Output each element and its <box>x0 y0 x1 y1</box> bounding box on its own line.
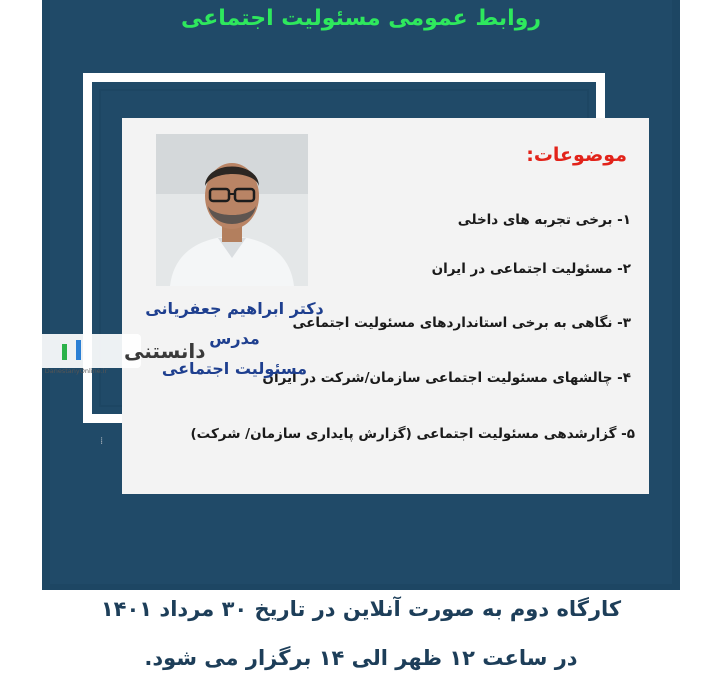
watermark-logo-text: دانستنی <box>124 339 206 363</box>
topic-item-2: ۲- مسئولیت اجتماعی در ایران <box>431 261 631 277</box>
topic-item-5: ۵- گزارشدهی مسئولیت اجتماعی (گزارش پایداری سازمان/ شرکت) <box>190 426 635 442</box>
topic-item-4: ۴- چالشهای مسئولیت اجتماعی سازمان/شرکت در ایران <box>262 370 631 386</box>
watermark-site: DanestanyOnline.ir <box>44 367 108 375</box>
content-card <box>122 118 649 494</box>
topic-item-3: ۳- نگاهی به برخی استانداردهای مسئولیت اجتماعی <box>292 315 631 331</box>
topic-item-1: ۱- برخی تجربه های داخلی <box>457 212 631 228</box>
speaker-name: دکتر ابراهیم جعفریانی <box>145 299 324 318</box>
watermark-logo-icon <box>6 328 206 378</box>
speaker-role: مدرس <box>209 329 260 348</box>
decorative-mark: ⁞ <box>100 436 104 447</box>
topics-heading: موضوعات: <box>526 144 627 166</box>
speaker-avatar <box>156 134 308 286</box>
footer-time-line: در ساعت ۱۲ ظهر الی ۱۴ برگزار می شود. <box>144 646 578 670</box>
footer-date-line: کارگاه دوم به صورت آنلاین در تاریخ ۳۰ مرداد ۱۴۰۱ <box>100 597 622 621</box>
header-title: روابط عمومی مسئولیت اجتماعی <box>180 6 542 31</box>
speaker-photo-icon <box>156 134 308 286</box>
site-watermark <box>6 328 206 378</box>
speaker-subject: مسئولیت اجتماعی <box>161 359 308 378</box>
